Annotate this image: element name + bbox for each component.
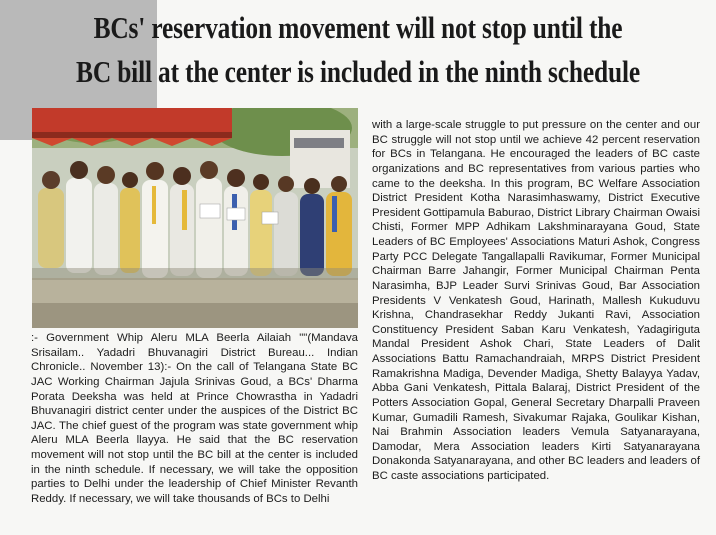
article-column-right: with a large-scale struggle to put pressure on the center and our BC struggle will not stop until we achieve 42 percent reservation for BCs in Telangana. He encouraged the leaders of BC caste organizations and BC representatives from various parties who came to the deeksha. In this program, BC Welfare Association District President Kotha Narasimhaswamy, District Executive President Gottipamula Baburao, District Library Chairman Owaisi Chisti, Former MPP Adhikam Lakshminarayana Goud, State Leaders of BC Employees' Associations Maturi Ashok, Congress Party PCC Delegate Tangallapalli Ravikumar, Former Municipal Chairman Barre Jahangir, Former Municipal Chairman Penta Narasimha, BJP Leader Survi Srinivas Goud, Bar Association Presidents V Venkatesh Goud, Harinath, Mallesh Kukuduvu Krishna, Chandrasekhar Reddy Jukanti Ravi, Association Constituency President Saban Karu Venkatesh, Yadagiriguta Mandal President Ashok Chari, State Leaders of Dalit Associations Battu Ramachandraiah, MRPS District President Ramakrishna Madiga, Devender Madiga, Shetty Balayya Yadav, Abba Gani Venkatesh, Pittala Balaraj, District President of the Potters Association Gopal, General Secretary Dharpalli Praveen Kumar, Gumadili Ramesh, Sivakumar Rajaka, Goulikar Kishan, Nai Brahmin Association leaders Vemula Satyanarayana, Damodar, Mera Association leaders Kirti Satyanarayana Donakonda Satyanarayana, and other BC leaders and leaders of BC caste associations participated. [372,119,700,482]
headline-line-1: BCs' reservation movement will not stop until the [93,10,623,45]
headline [64,6,651,94]
headline-line-2: BC bill at the center is included in the ninth schedule [76,54,640,89]
article-column-left: :- Government Whip Aleru MLA Beerla Ailaiah ""(Mandava Srisailam.. Yadadri Bhuvanagiri District Bureau... Indian Chronicle.. November 13):- On the call of Telangana State BC JAC Working Chairman Jajula Srinivas Goud, a BCs' Dharma Porata Deeksha was held at Prince Chowrastha in Yadadri Bhuvanagiri district center under the auspices of the District BC JAC. The chief guest of the program was state government whip Aleru MLA Beerla llayya. He said that the BC reservation movement will not stop until the BC bill at the center is included in the ninth schedule. If necessary, we will take the opposition parties to Delhi under the leadership of Chief Minister Revanth Reddy. If necessary, we will take thousands of BCs to Delhi [31,332,358,505]
news-photo [32,108,358,328]
protest-photo-illustration [32,108,358,328]
